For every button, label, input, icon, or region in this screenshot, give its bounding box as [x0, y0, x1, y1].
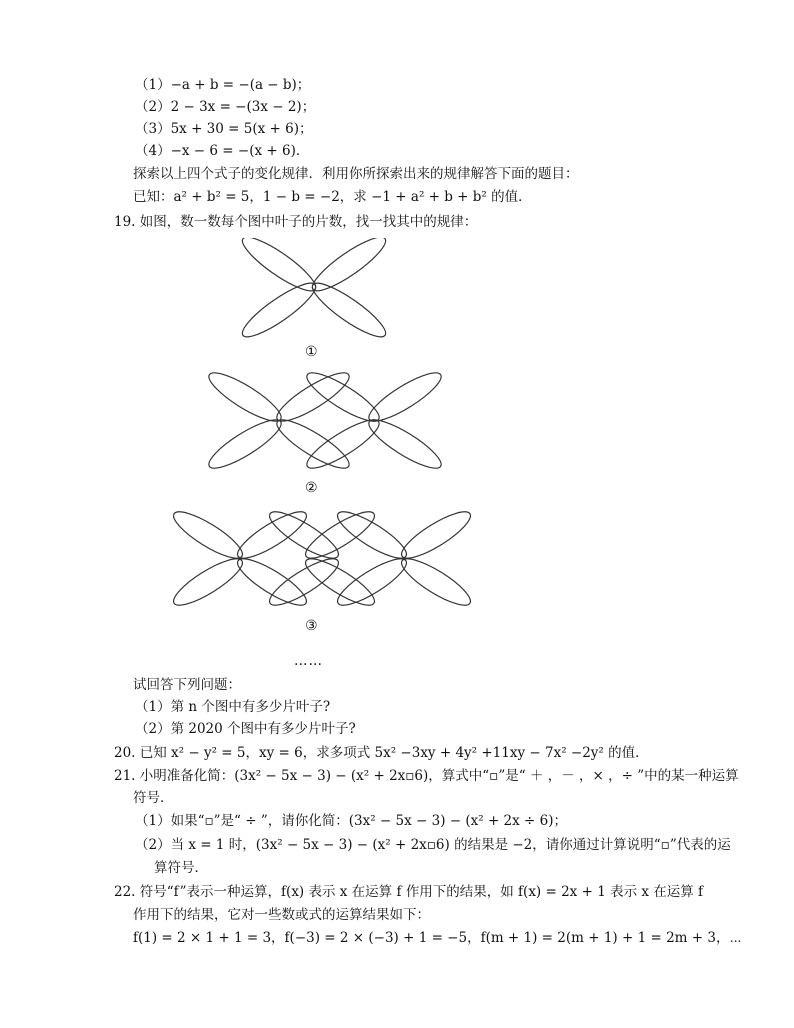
leaf	[237, 238, 322, 298]
q19-sub2: （2）第 2020 个图中有多少片叶子?	[135, 721, 356, 737]
figure-label-1: ①	[305, 344, 318, 360]
leaf	[300, 551, 380, 612]
leaf	[272, 412, 355, 475]
leaf	[396, 551, 472, 612]
leaf-figure-2	[205, 372, 445, 477]
leaf	[237, 276, 322, 338]
q21-sub2-line1: （2）当 x = 1 时，(3x² − 5x − 3) − (x² + 2x▫6) 的结果是 −2，请你通过计算说明“▫”代表的运	[135, 837, 731, 853]
leaf	[302, 412, 385, 475]
q18-explore-text: 探索以上四个式子的变化规律．利用你所探索出来的规律解答下面的题目：	[133, 166, 579, 182]
ellipsis: ……	[294, 653, 323, 669]
leaf	[205, 412, 286, 475]
q18-item-3: （3）5x + 30 = 5(x + 6)；	[135, 121, 313, 137]
q21-sub2-line2: 算符号．	[154, 860, 208, 876]
leaf	[332, 551, 412, 612]
q22-line2: 作用下的结果，它对一些数或式的运算结果如下：	[133, 907, 430, 923]
leaf	[264, 551, 344, 612]
q18-known-text: 已知：a² + b² = 5，1 − b = −2，求 −1 + a² + b + b² 的值．	[133, 189, 532, 205]
q21-line1: 21. 小明准备化简：(3x² − 5x − 3) − (x² + 2x▫6)，算式中“▫”是“ ＋ ，－ ，× ，÷ ”中的某一种运算	[114, 768, 739, 784]
leaf	[172, 510, 248, 566]
leaf	[307, 238, 392, 298]
leaf	[232, 551, 312, 612]
q19-prompt: 试回答下列问题：	[133, 677, 241, 693]
figure-label-3: ③	[305, 618, 318, 634]
q19-sub1: （1）第 n 个图中有多少片叶子?	[135, 699, 331, 715]
q18-item-2: （2）2 − 3x = −(3x − 2)；	[135, 99, 316, 115]
q20-text: 20. 已知 x² − y² = 5，xy = 6，求多项式 5x² −3xy + 4y² +11xy − 7x² −2y² 的值．	[114, 745, 649, 761]
leaf	[307, 276, 392, 338]
q18-item-4: （4）−x − 6 = −(x + 6)．	[135, 143, 310, 159]
leaf	[396, 510, 472, 566]
q22-line1: 22. 符号“f”表示一种运算，f(x) 表示 x 在运算 f 作用下的结果，如 f(x) = 2x + 1 表示 x 在运算 f	[114, 884, 704, 900]
leaf	[232, 510, 312, 566]
figure-label-2: ②	[305, 480, 318, 496]
leaf-figure-1	[235, 238, 395, 338]
leaf-figure-3	[172, 510, 472, 615]
leaf	[300, 510, 380, 566]
q22-line3: f(1) = 2 × 1 + 1 = 3，f(−3) = 2 × (−3) + 1 = −5，f(m + 1) = 2(m + 1) + 1 = 2m + 3，⋯	[133, 930, 742, 946]
leaf	[264, 510, 344, 566]
leaf	[332, 510, 412, 566]
q21-sub1: （1）如果“▫”是“ ÷ ”，请你化简：(3x² − 5x − 3) − (x² + 2x ÷ 6)；	[135, 813, 567, 829]
q19-stem: 19. 如图，数一数每个图中叶子的片数，找一找其中的规律：	[114, 214, 478, 230]
q18-item-1: （1）−a + b = −(a − b)；	[135, 77, 311, 93]
leaf	[364, 412, 445, 475]
q21-line2: 符号．	[133, 790, 174, 806]
leaf	[172, 551, 248, 612]
